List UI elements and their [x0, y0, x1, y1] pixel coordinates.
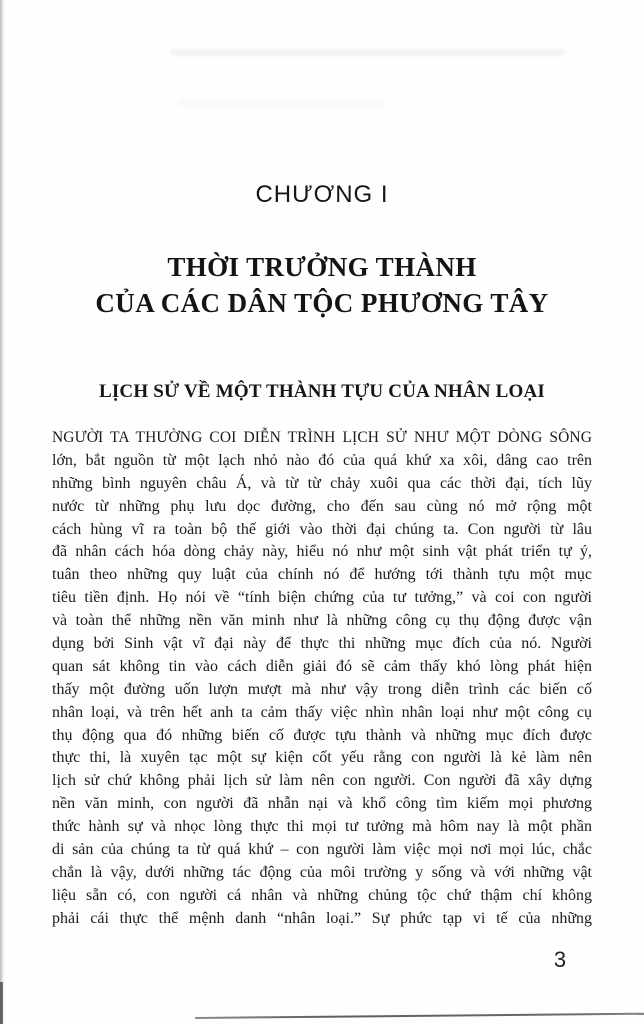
scan-edge-shadow	[0, 0, 5, 1024]
page-number: 3	[553, 947, 567, 972]
body-line: những bình nguyên châu Á, và từ từ chảy xuôi qua các thời đại, tích lũy	[52, 474, 592, 492]
body-line: phải cái thực thể mệnh danh “nhân loại.” Sự phức tạp vi tế của những	[52, 909, 592, 927]
chapter-title-line-2: CỦA CÁC DÂN TỘC PHƯƠNG TÂY	[95, 288, 549, 318]
body-paragraph	[52, 427, 592, 931]
body-line: di sản của chúng ta từ quá khứ – con người làm việc mọi nơi mọi lúc, chắc	[52, 841, 592, 859]
body-line: đã nhân cách hóa dòng chảy này, hiểu nó như một sinh vật phát triển tự ý,	[52, 543, 592, 561]
chapter-title-line-1: THỜI TRƯỞNG THÀNH	[167, 252, 477, 282]
chapter-label: CHƯƠNG I	[255, 181, 389, 208]
body-line: quan sát không tin vào cách diễn giải đó sẽ cảm thấy khó lòng phát hiện	[52, 657, 592, 675]
body-line: nền văn minh, con người đã nhẫn nại và khổ công tìm kiếm mọi phương	[52, 795, 592, 813]
chapter-title	[0, 249, 644, 321]
body-line: thực thi, là xuyên tạc một sự kiện cốt yếu rằng con người là kẻ làm nên	[52, 749, 592, 767]
body-line: cách hùng vĩ ra toàn bộ thế giới vào thời đại chúng ta. Con người từ lâu	[52, 520, 592, 538]
scan-bottom-edge	[195, 1012, 644, 1019]
page-showthrough-artifact	[170, 49, 565, 56]
body-line: dụng bởi Sinh vật vĩ đại này để thực thi những mục đích của nó. Người	[52, 635, 592, 653]
body-line: và toàn thể những nền văn minh như là những công cụ thụ động được vận	[52, 612, 592, 630]
body-line: thụ động qua đó những biến cố được tựu thành và những mục đích được	[52, 726, 592, 744]
body-line: tuân theo những quy luật của chính nó để hướng tới thành tựu một mục	[52, 566, 592, 584]
body-line: nước từ những phụ lưu dọc đường, cho đến sau cùng nó mở rộng một	[52, 497, 592, 515]
body-line: nhân loại, và trên hết anh ta cảm thấy việc nhìn nhân loại như một công cụ	[52, 703, 592, 721]
body-line: tiêu tiền định. Họ nói về “tính biện chứng của tư tưởng,” và coi con người	[52, 589, 592, 607]
body-line: liệu sẵn có, con người cá nhân và những chủng tộc chứ thậm chí không	[52, 886, 592, 904]
body-line: lịch sử chứ không phải lịch sử làm nên con người. Con người đã xây dựng	[52, 772, 592, 790]
page-showthrough-artifact	[178, 100, 383, 106]
body-line: thức hành sự và nhọc lòng thực thi mọi tư tưởng mà hôm nay là một phần	[52, 818, 592, 836]
body-line: chắn là vậy, dưới những tác động của môi trường y sống và với những vật	[52, 863, 592, 881]
body-line: thấy một đường uốn lượn mượt mà như vậy trong diễn trình các biến cố	[52, 680, 592, 698]
body-line: lớn, bắt nguồn từ một lạch nhỏ nào đó của quá khứ xa xôi, dâng cao trên	[52, 451, 592, 469]
body-line: NGƯỜI TA THƯỜNG COI DIỄN TRÌNH LỊCH SỬ NHƯ MỘT DÒNG SÔNG	[52, 429, 592, 446]
section-heading: LỊCH SỬ VỀ MỘT THÀNH TỰU CỦA NHÂN LOẠI	[98, 381, 546, 402]
scan-edge-shadow-bottom	[0, 982, 3, 1024]
